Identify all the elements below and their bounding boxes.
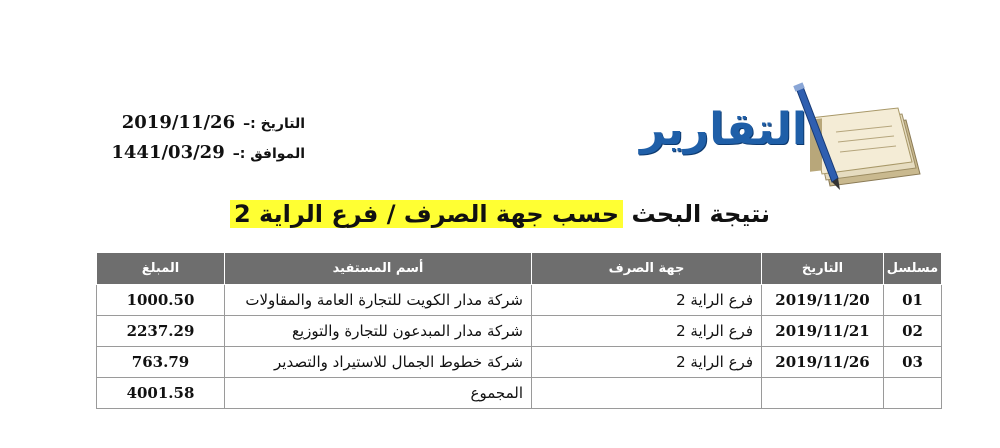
logo-text: التقارير bbox=[640, 104, 807, 155]
cell-amount: 1000.50 bbox=[97, 285, 225, 316]
cell-date: 2019/11/20 bbox=[762, 285, 884, 316]
table-row bbox=[97, 285, 942, 316]
hijri-date-label: الموافق :– bbox=[232, 146, 305, 162]
report-heading bbox=[0, 200, 1000, 228]
date-value: 2019/11/26 bbox=[121, 112, 236, 133]
total-empty-serial bbox=[884, 378, 942, 409]
header-date: التاريخ bbox=[762, 253, 884, 285]
cell-branch: فرع الراية 2 bbox=[532, 347, 762, 378]
header-amount: المبلغ bbox=[97, 253, 225, 285]
report-table bbox=[96, 252, 942, 409]
cell-branch: فرع الراية 2 bbox=[532, 316, 762, 347]
header-branch: جهة الصرف bbox=[532, 253, 762, 285]
heading-prefix: نتيجة البحث bbox=[623, 200, 771, 228]
cell-serial: 01 bbox=[884, 285, 942, 316]
heading-highlight: حسب جهة الصرف / فرع الراية 2 bbox=[230, 200, 623, 228]
cell-serial: 03 bbox=[884, 347, 942, 378]
date-label: التاريخ :– bbox=[243, 116, 305, 132]
total-empty-branch bbox=[532, 378, 762, 409]
hijri-date-value: 1441/03/29 bbox=[111, 142, 225, 163]
cell-serial: 02 bbox=[884, 316, 942, 347]
header-serial: مسلسل bbox=[884, 253, 942, 285]
hijri-date-row bbox=[111, 142, 305, 172]
cell-branch: فرع الراية 2 bbox=[532, 285, 762, 316]
total-label: المجموع bbox=[225, 378, 532, 409]
cell-date: 2019/11/26 bbox=[762, 347, 884, 378]
checkbook-pen-icon bbox=[788, 82, 928, 192]
cell-date: 2019/11/21 bbox=[762, 316, 884, 347]
total-empty-date bbox=[762, 378, 884, 409]
table-row bbox=[97, 316, 942, 347]
report-meta bbox=[111, 112, 305, 172]
cell-amount: 2237.29 bbox=[97, 316, 225, 347]
cell-amount: 763.79 bbox=[97, 347, 225, 378]
date-row bbox=[121, 112, 305, 142]
header-beneficiary: أسم المستفيد bbox=[225, 253, 532, 285]
cell-beneficiary: شركة مدار الكويت للتجارة العامة والمقاولات bbox=[225, 285, 532, 316]
reports-logo bbox=[640, 82, 930, 192]
table-row bbox=[97, 347, 942, 378]
total-row bbox=[97, 378, 942, 409]
cell-beneficiary: شركة خطوط الجمال للاستيراد والتصدير bbox=[225, 347, 532, 378]
table-header-row bbox=[97, 253, 942, 285]
cell-beneficiary: شركة مدار المبدعون للتجارة والتوزيع bbox=[225, 316, 532, 347]
total-value: 4001.58 bbox=[97, 378, 225, 409]
